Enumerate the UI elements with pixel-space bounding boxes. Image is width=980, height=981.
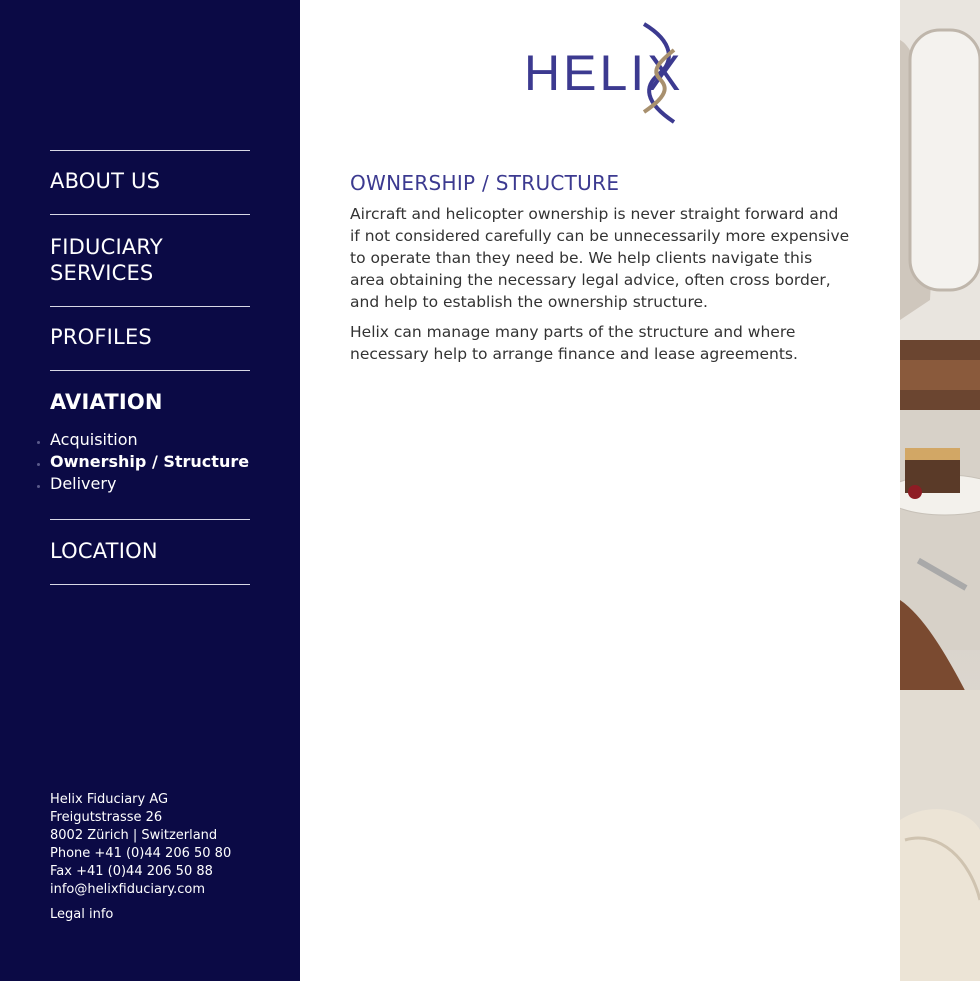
logo-text: HELIX (524, 45, 684, 101)
address-city: 8002 Zürich | Switzerland (50, 828, 218, 843)
aircraft-interior-photo (900, 0, 980, 981)
company-address (50, 791, 280, 924)
submenu-link-ownership-structure[interactable]: Ownership / Structure (50, 452, 250, 471)
aviation-submenu (50, 429, 250, 495)
company-name: Helix Fiduciary AG (50, 792, 169, 807)
sidebar (0, 0, 300, 981)
address-phone: Phone +41 (0)44 206 50 80 (50, 846, 232, 861)
nav-item-location[interactable]: LOCATION (50, 539, 158, 563)
nav-item-fiduciary-services[interactable]: FIDUCIARY SERVICES (50, 235, 163, 285)
address-email-link[interactable]: info@helixfiduciary.com (50, 882, 206, 897)
address-street: Freigutstrasse 26 (50, 810, 163, 825)
nav-item-aviation[interactable]: AVIATION (50, 390, 163, 414)
nav-item-about-us[interactable]: ABOUT US (50, 169, 161, 193)
address-fax: Fax +41 (0)44 206 50 88 (50, 864, 213, 879)
paragraph: Helix can manage many parts of the structure and where necessary help to arrange finance and lease agreements. (350, 323, 798, 363)
legal-info-link[interactable]: Legal info (50, 907, 114, 922)
photo-illustration (900, 0, 980, 981)
main-nav (50, 150, 250, 585)
article (350, 171, 850, 373)
submenu-item-delivery (50, 473, 250, 495)
nav-divider (50, 584, 250, 585)
submenu-item-ownership-structure (50, 451, 250, 473)
helix-logo[interactable] (524, 22, 684, 126)
submenu-item-acquisition (50, 429, 250, 451)
submenu-link-delivery[interactable]: Delivery (50, 474, 117, 493)
submenu-link-acquisition[interactable]: Acquisition (50, 430, 138, 449)
page-title: OWNERSHIP / STRUCTURE (350, 171, 620, 195)
paragraph: Aircraft and helicopter ownership is never straight forward and if not considered carefully can be unnecessarily more expensive to operate than they need be. We help clients navigate this area obtaining the necessary legal advice, often cross border, and help to establish the ownership structure. (350, 205, 850, 311)
nav-item-profiles[interactable]: PROFILES (50, 325, 152, 349)
main-content (300, 0, 900, 981)
helix-logo-icon (524, 22, 684, 126)
